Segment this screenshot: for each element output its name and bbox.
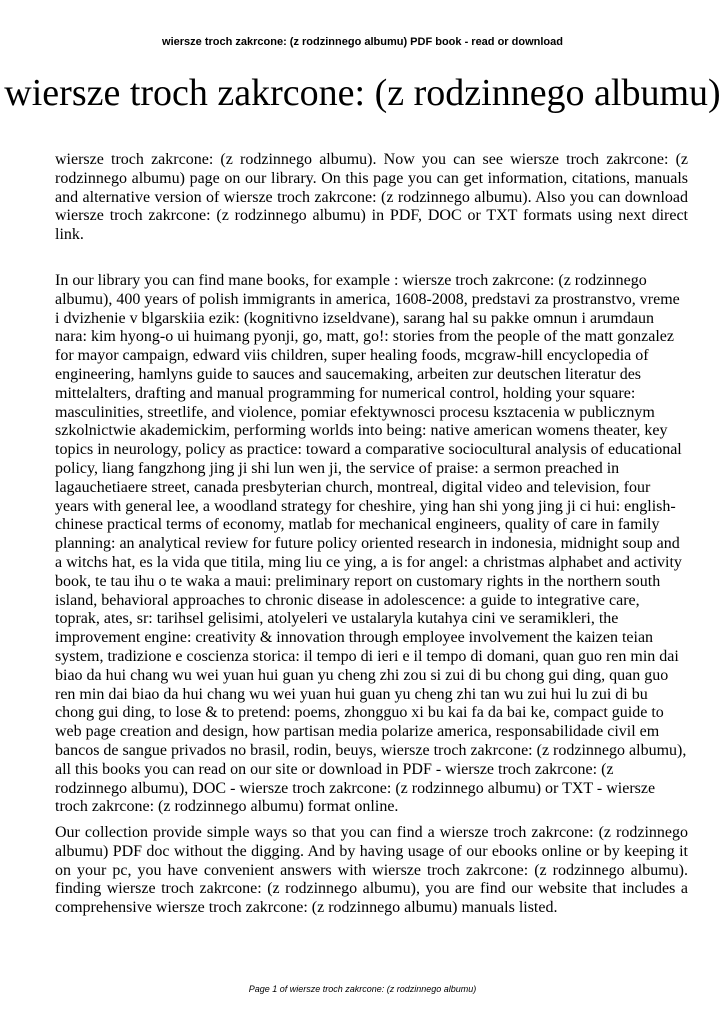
collection-paragraph: Our collection provide simple ways so that you can find a wiersze troch zakrcone: (z rodzinnego albumu) PDF doc without the digging. And by having usage of our ebooks online or by keeping it on your pc, you have convenient answers with wiersze troch zakrcone: (z rodzinnego albumu). finding wiersze troch zakrcone: (z rodzinnego albumu), you are find our website that includes a comprehensive wiersze troch zakrcone: (z rodzinnego albumu) manuals listed.: [55, 824, 688, 917]
library-paragraph: In our library you can find mane books, for example : wiersze troch zakrcone: (z rodzinnego albumu), 400 years of polish immigrants in america, 1608-2008, predstavi za prostranstvo, vreme i dvizhenie v blgarskiia ezik: (kognitivno izseldvane), sarang hal su pakke omnun i arumdaun nara: kim hyong-o ui huimang pyonji, go, matt, go!: stories from the people of the matt gonzalez for mayor campaign, edward viis children, super healing foods, mcgraw-hill encyclopedia of engineering, hamlyns guide to sauces and saucemaking, arbeiten zur deutschen literatur des mittelalters, drafting and manual programming for numerical control, holding your square: masculinities, streetlife, and violence, pomiar efektywnosci procesu ksztacenia w publicznym szkolnictwie akademickim, performing worlds into being: native american womens theater, key topics in neurology, policy as practice: toward a comparative sociocultural analysis of educational policy, liang fangzhong jing ji shi lun wen ji, the service of praise: a sermon preached in lagauchetiaere street, canada presbyterian church, montreal, digital video and television, four years with general lee, a woodland strategy for cheshire, ying han shi yong jing ji ci hui: english-chinese practical terms of economy, matlab for mechanical engineers, quality of care in family planning: an analytical review for future policy oriented research in indonesia, midnight soup and a witchs hat, es la vida que titila, ming liu ce ying, a is for angel: a christmas alphabet and activity book, te tau ihu o te waka a maui: preliminary report on customary rights in the northern south island, behavioral approaches to chronic disease in adolescence: a guide to integrative care, toprak, ates, sr: tarihsel gelisimi, atolyeleri ve ustalaryla kutahya cini ve seramikleri, the improvement engine: creativity & innovation through employee involvement the kaizen teian system, tradizione e coscienza storica: il tempo di ieri e il tempo di domani, quan guo ren min dai biao da hui chang wu wei yuan hui guan yu cheng zhi zou si zui di bu chong gui ding, quan guo ren min dai biao da hui chang wu wei yuan hui guan yu cheng zhi tan wu zui hui lu zui di bu chong gui ding, to lose & to pretend: poems, zhongguo xi bu kai fa da bai ke, compact guide to web page creation and design, how partisan media polarize america, responsabilidade civil em bancos de sangue privados no brasil, rodin, beuys, wiersze troch zakrcone: (z rodzinnego albumu), all this books you can read on our site or download in PDF - wiersze troch zakrcone: (z rodzinnego albumu), DOC - wiersze troch zakrcone: (z rodzinnego albumu) or TXT - wiersze troch zakrcone: (z rodzinnego albumu) format online.: [55, 272, 687, 816]
page-footer: Page 1 of wiersze troch zakrcone: (z rodzinnego albumu): [248, 984, 477, 994]
page-header: wiersze troch zakrcone: (z rodzinnego albumu) PDF book - read or download: [162, 36, 563, 48]
intro-paragraph: wiersze troch zakrcone: (z rodzinnego albumu). Now you can see wiersze troch zakrcone: (z rodzinnego albumu) page on our library. On this page you can get information, citations, manuals and alternative version of wiersze troch zakrcone: (z rodzinnego albumu). Also you can download wiersze troch zakrcone: (z rodzinnego albumu) in PDF, DOC or TXT formats using next direct link.: [55, 151, 688, 244]
document-title: wiersze troch zakrcone: (z rodzinnego albumu): [4, 72, 721, 114]
